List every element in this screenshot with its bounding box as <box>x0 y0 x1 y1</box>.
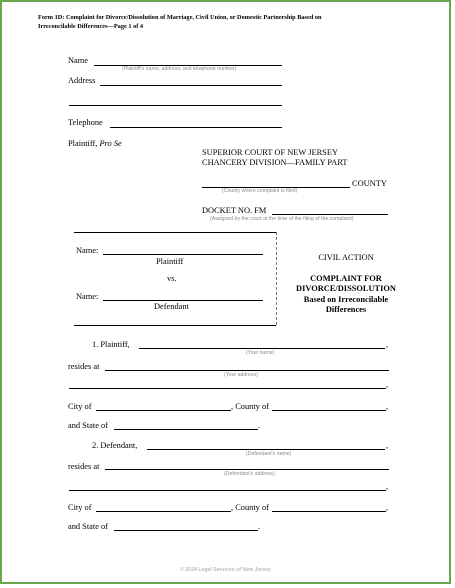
plaintiff-county-field[interactable] <box>272 410 386 411</box>
section2-resides-label: resides at <box>68 462 100 471</box>
complaint-title-4: Differences <box>325 305 367 314</box>
plaintiff-address-field-2[interactable] <box>69 105 282 106</box>
section2-address-hint: (Defendant's address) <box>224 471 275 477</box>
docket-hint: (Assigned by the court at the time of the filing of the complaint) <box>210 216 354 222</box>
plaintiff-address-field[interactable] <box>100 85 282 86</box>
plaintiff-city-field[interactable] <box>96 410 231 411</box>
complaint-title-1: COMPLAINT FOR <box>310 274 382 283</box>
caption-plaintiff-name-field[interactable] <box>103 254 263 255</box>
civil-action: CIVIL ACTION <box>318 253 374 262</box>
section2-comma: , <box>386 441 389 450</box>
section1-address-hint: (Your address) <box>224 372 258 378</box>
caption-defendant-label: Defendant <box>154 302 189 311</box>
section2-comma-2: , <box>386 482 389 491</box>
section2-county-label: , County of <box>231 503 269 512</box>
section1-resides-label: resides at <box>68 362 100 371</box>
section1-comma-2: , <box>386 380 389 389</box>
caption-top-rule <box>74 232 276 233</box>
telephone-field[interactable] <box>110 127 282 128</box>
caption-plaintiff-name-label: Name: <box>76 246 99 255</box>
section1-period: . <box>258 421 261 430</box>
section2-label: 2. Defendant, <box>92 441 138 450</box>
county-label: COUNTY <box>352 179 387 188</box>
pro-se-label: Plaintiff, Pro Se <box>68 139 122 148</box>
defendant-full-name-field[interactable] <box>147 449 385 450</box>
section1-comma-3: , <box>386 402 389 411</box>
defendant-county-field[interactable] <box>272 511 386 512</box>
defendant-resides-field[interactable] <box>105 469 389 470</box>
court-division: CHANCERY DIVISION—FAMILY PART <box>202 158 348 167</box>
caption-defendant-name-field[interactable] <box>103 300 263 301</box>
complaint-title-2: DIVORCE/DISSOLUTION <box>296 284 396 293</box>
footer-copyright: © 2024 Legal Services of New Jersey <box>180 567 271 573</box>
defendant-resides-field-2[interactable] <box>69 490 386 491</box>
caption-bottom-rule <box>74 325 276 326</box>
plaintiff-resides-field[interactable] <box>105 370 389 371</box>
caption-plaintiff-label: Plaintiff <box>156 257 184 266</box>
section2-period: . <box>258 522 261 531</box>
plaintiff-full-name-field[interactable] <box>139 348 385 349</box>
name-label: Name <box>68 56 88 65</box>
caption-defendant-name-label: Name: <box>76 292 99 301</box>
caption-vs: vs. <box>167 274 177 283</box>
docket-label: DOCKET NO. FM <box>202 206 267 215</box>
form-title-line1: Form 1D: Complaint for Divorce/Dissolution of Marriage, Civil Union, or Domestic Partnership Based on <box>38 14 322 21</box>
section2-name-hint: (Defendant's name) <box>246 451 292 457</box>
section1-name-hint: (Your name) <box>246 350 275 356</box>
section1-city-label: City of <box>68 402 92 411</box>
telephone-label: Telephone <box>68 118 103 127</box>
county-hint: (County where complaint is filed) <box>222 188 298 194</box>
plaintiff-info-hint: (Plaintiff's name, address, and telephone number) <box>122 66 237 72</box>
plaintiff-state-field[interactable] <box>114 429 258 430</box>
court-name: SUPERIOR COURT OF NEW JERSEY <box>202 148 338 157</box>
section1-label: 1. Plaintiff, <box>92 340 130 349</box>
section2-comma-3: , <box>386 503 389 512</box>
address-label: Address <box>68 76 96 85</box>
section2-state-label: and State of <box>68 522 109 531</box>
section1-county-label: , County of <box>231 402 269 411</box>
section2-city-label: City of <box>68 503 92 512</box>
defendant-state-field[interactable] <box>114 530 258 531</box>
complaint-title-3: Based on Irreconcilable <box>303 295 389 304</box>
section1-state-label: and State of <box>68 421 109 430</box>
plaintiff-resides-field-2[interactable] <box>69 388 386 389</box>
docket-field[interactable] <box>272 214 388 215</box>
defendant-city-field[interactable] <box>96 511 231 512</box>
section1-comma: , <box>386 340 389 349</box>
form-title-line2: Irreconcilable Differences—Page 1 of 4 <box>38 23 144 30</box>
caption-divider <box>276 232 277 325</box>
